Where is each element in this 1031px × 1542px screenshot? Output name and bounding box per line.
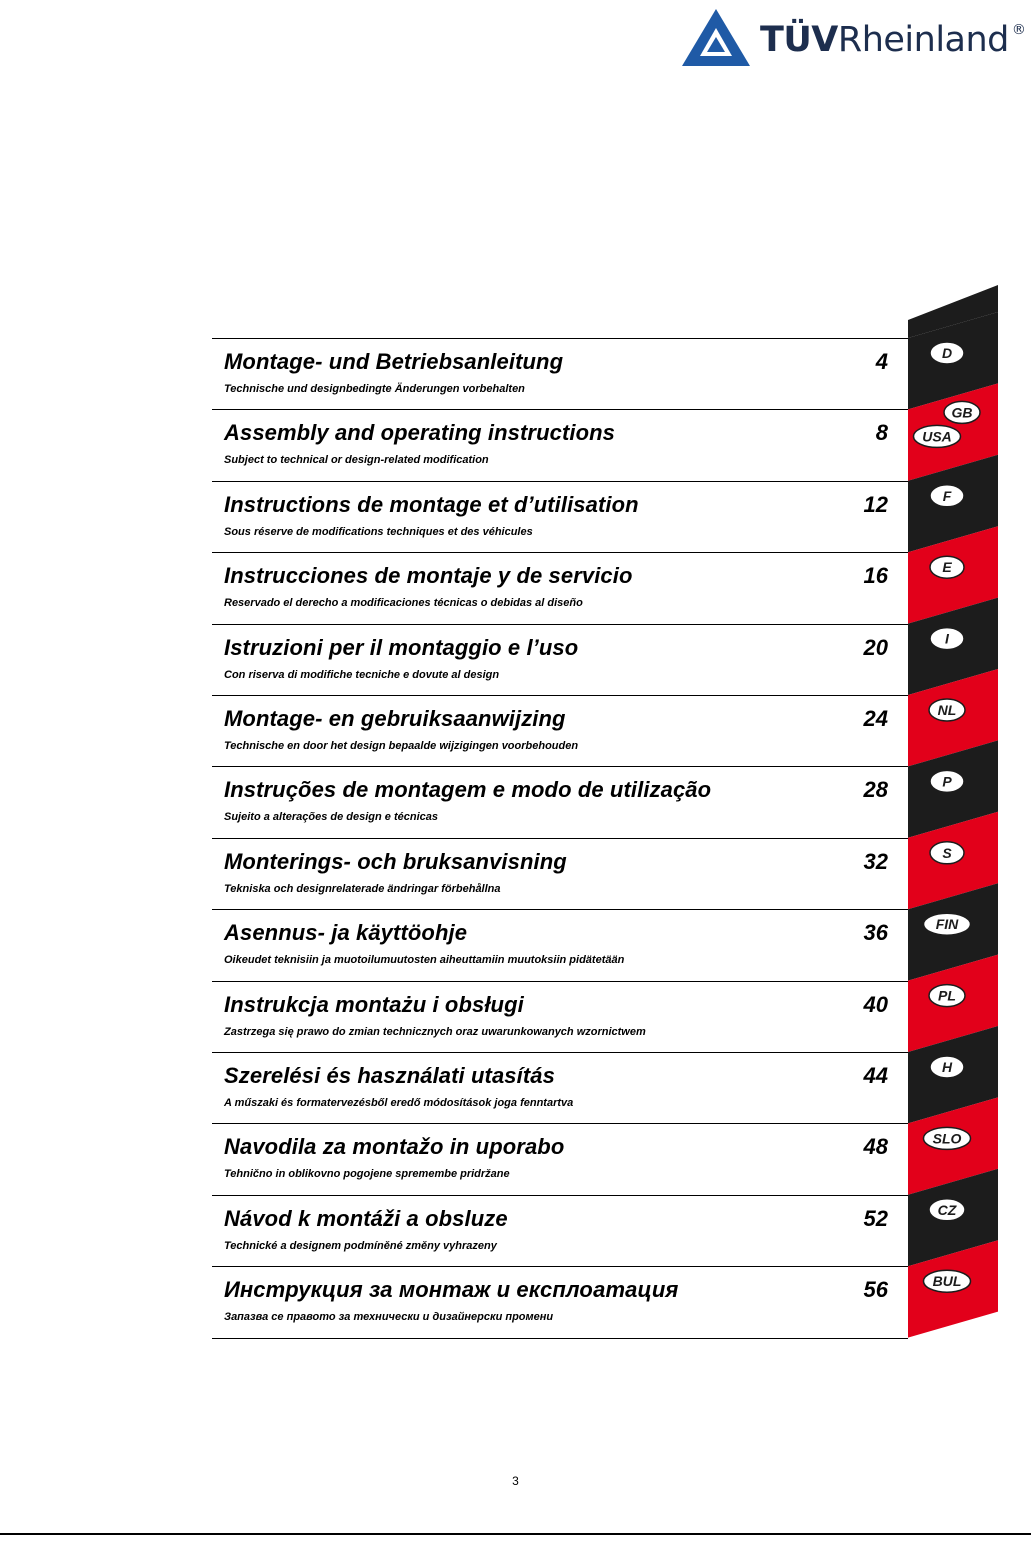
page-number: 3 <box>512 1474 519 1488</box>
language-badge[interactable] <box>944 401 980 423</box>
toc-entry-title: Instruções de montagem e modo de utilização <box>224 777 712 803</box>
badge-label: SLO <box>932 1130 962 1147</box>
toc-entry-subtitle: Technische und designbedingte Änderungen vorbehalten <box>224 383 525 395</box>
toc-entry-title: Monterings- och bruksanvisning <box>224 848 567 874</box>
toc-entry-title: Navodila za montažo in uporabo <box>224 1134 565 1160</box>
badge-label: GB <box>951 404 973 421</box>
badge-label: H <box>941 1059 953 1075</box>
badge-label: USA <box>922 428 952 445</box>
toc-entry-subtitle: A műszaki és formatervezésből eredő módosítások joga fenntartva <box>224 1096 574 1109</box>
toc-entry-title: Instructions de montage et d’utilisation <box>224 491 639 517</box>
badge-label: S <box>942 844 952 861</box>
toc-entry-page-number: 4 <box>875 349 888 374</box>
toc-entry-page-number: 40 <box>863 991 888 1017</box>
language-badge[interactable] <box>914 425 961 447</box>
toc-entry-title: Assembly and operating instructions <box>224 420 616 446</box>
toc-entry-title: Montage- und Betriebsanleitung <box>224 349 564 374</box>
language-badge[interactable] <box>924 1127 971 1149</box>
language-badge[interactable] <box>930 485 964 507</box>
toc-entry-subtitle: Tehnično in oblikovno pogojene spremembe pridržane <box>224 1168 510 1181</box>
toc-entry-subtitle: Technische en door het design bepaalde wijzigingen voorbehouden <box>224 739 579 752</box>
toc-entry-page-number: 36 <box>863 920 888 946</box>
toc-entry-title: Instrucciones de montaje y de servicio <box>224 563 633 589</box>
toc-entry-title: Istruzioni per il montaggio e l’uso <box>224 634 579 660</box>
toc-entry-subtitle: Zastrzega się prawo do zmian technicznych oraz uwarunkowanych wzornictwem <box>224 1025 646 1038</box>
toc-entry-page-number: 48 <box>863 1134 888 1160</box>
language-badge[interactable] <box>930 556 964 578</box>
toc-entry-title: Asennus- ja käyttöohje <box>224 920 468 946</box>
toc-entry-page-number: 24 <box>863 705 888 731</box>
badge-label: D <box>941 345 953 361</box>
bottom-rule <box>0 1533 1031 1535</box>
language-badge[interactable] <box>930 628 964 650</box>
toc-entry-subtitle: Sujeito a alterações de design e técnicas <box>224 811 438 824</box>
toc-entry-title: Instrukcja montażu i obsługi <box>224 991 524 1017</box>
badge-label: F <box>942 487 952 504</box>
toc-entry-subtitle: Reservado el derecho a modificaciones técnicas o debidas al diseño <box>224 597 583 610</box>
language-badge[interactable] <box>929 1199 965 1221</box>
language-badge[interactable] <box>930 342 964 364</box>
badge-label: I <box>945 630 949 647</box>
badge-label: FIN <box>935 916 959 933</box>
toc-entry-title: Инструкция за монтаж и експлоатация <box>224 1277 679 1303</box>
toc-entry-page-number: 12 <box>863 491 888 517</box>
toc-entry-page-number: 56 <box>863 1277 888 1303</box>
toc-entry-title: Szerelési és használati utasítás <box>224 1062 555 1088</box>
toc-entry-subtitle: Con riserva di modifiche tecniche e dovute al design <box>224 668 500 681</box>
language-badge[interactable] <box>929 699 965 721</box>
badge-label: E <box>942 559 952 576</box>
toc-entry-page-number: 52 <box>863 1205 888 1231</box>
toc-entry-page-number: 20 <box>863 634 888 660</box>
brand-name: TÜVRheinland ® <box>760 20 1026 60</box>
badge-label: CZ <box>937 1201 957 1218</box>
toc-entry-subtitle: Technické a designem podmíněné změny vyhrazeny <box>224 1239 497 1252</box>
language-badge[interactable] <box>930 770 964 792</box>
toc-entry-subtitle: Subject to technical or design-related modification <box>224 454 489 467</box>
language-badge[interactable] <box>930 842 964 864</box>
toc-entry-subtitle: Oikeudet teknisiin ja muotoilumuutosten aiheuttamiin muutoksiin pidätetään <box>224 954 625 967</box>
toc-entry-page-number: 16 <box>863 563 888 589</box>
language-badge[interactable] <box>924 913 971 935</box>
toc-entry-page-number: 28 <box>863 777 888 803</box>
badge-label: P <box>942 773 952 790</box>
toc-entry-title: Montage- en gebruiksaanwijzing <box>224 705 566 731</box>
toc-entry-page-number: 32 <box>863 848 888 874</box>
badge-label: BUL <box>932 1273 962 1290</box>
toc-entry-page-number: 8 <box>875 420 888 446</box>
language-badge[interactable] <box>930 1056 964 1078</box>
toc-entry-page-number: 44 <box>863 1062 888 1088</box>
language-badge[interactable] <box>924 1270 971 1292</box>
badge-label: PL <box>938 987 956 1004</box>
toc-entry-subtitle: Tekniska och designrelaterade ändringar förbehållna <box>224 882 501 895</box>
toc-entry-subtitle: Sous réserve de modifications techniques et des véhicules <box>224 525 533 538</box>
toc-entry-title: Návod k montáži a obsluze <box>224 1205 508 1231</box>
language-badge[interactable] <box>929 985 965 1007</box>
toc-entry-subtitle: Запазва се правото за технически и дизайнерски промени <box>224 1311 554 1324</box>
badge-label: NL <box>937 702 957 718</box>
